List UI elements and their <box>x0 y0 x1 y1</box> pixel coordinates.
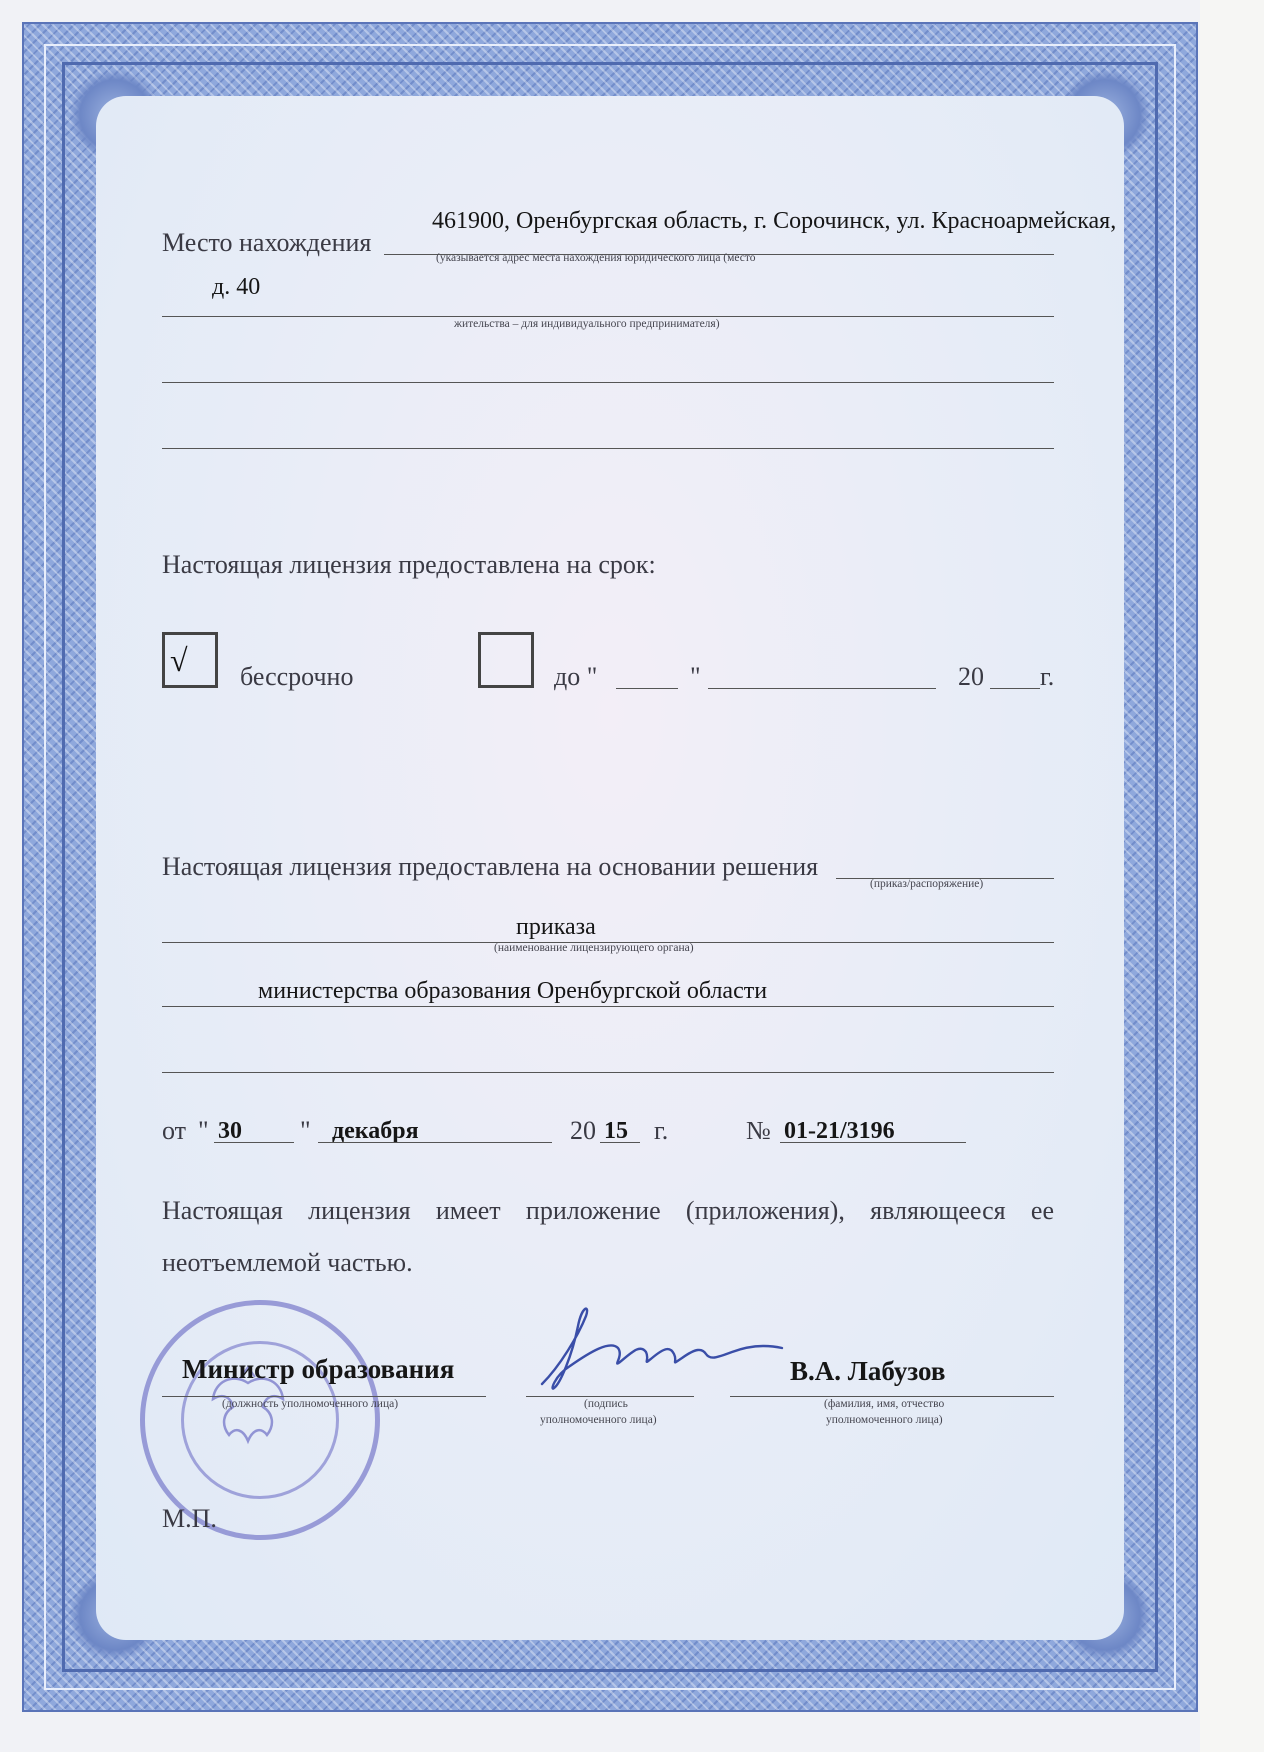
until-month-blank <box>708 688 936 689</box>
signer-name: В.А. Лабузов <box>790 1356 946 1386</box>
address-underline-2 <box>162 316 1054 317</box>
basis-label: Настоящая лицензия предоставлена на основании решения <box>162 852 819 881</box>
signature-underline <box>526 1396 694 1397</box>
appendix-text-line-1: Настоящая лицензия имеет приложение (приложения), являющееся ее <box>162 1196 1054 1225</box>
address-hint-1: (указывается адрес места нахождения юридического лица (место <box>436 252 756 264</box>
date-month-underline <box>318 1142 552 1143</box>
signature-hint-1: (подпись <box>584 1398 628 1410</box>
signature-hint-2: уполномоченного лица) <box>540 1414 657 1426</box>
check-mark-icon: √ <box>170 642 188 678</box>
until-day-blank <box>616 688 678 689</box>
date-day: 30 <box>218 1118 242 1144</box>
until-year-suffix: г. <box>1040 662 1055 691</box>
address-line-1: 461900, Оренбургская область, г. Сорочинск, ул. Красноармейская, <box>432 208 1117 234</box>
license-number-underline <box>780 1142 966 1143</box>
basis-organ-value: министерства образования Оренбургской области <box>258 978 768 1004</box>
until-year-prefix: 20 <box>958 662 984 691</box>
date-year-suffix: г. <box>654 1116 669 1145</box>
address-underline-4 <box>162 448 1054 449</box>
until-quote-close: " <box>690 662 701 691</box>
term-label: Настоящая лицензия предоставлена на срок: <box>162 550 656 579</box>
until-year-blank <box>990 688 1040 689</box>
date-year-prefix: 20 <box>570 1116 596 1145</box>
basis-type-value: приказа <box>516 914 596 940</box>
signer-position: Министр образования <box>182 1354 455 1384</box>
date-from-label: от <box>162 1116 187 1145</box>
signer-name-underline <box>730 1396 1054 1397</box>
date-month: декабря <box>332 1118 419 1144</box>
basis-extra-underline <box>162 1072 1054 1073</box>
address-line-2: д. 40 <box>212 274 261 300</box>
address-hint-2: жительства – для индивидуального предпринимателя) <box>454 318 720 330</box>
signer-name-hint-1: (фамилия, имя, отчество <box>824 1398 945 1410</box>
date-quote-open: " <box>198 1116 209 1145</box>
basis-organ-hint: (наименование лицензирующего органа) <box>494 942 694 954</box>
signer-position-hint: (должность уполномоченного лица) <box>222 1398 399 1410</box>
basis-type-hint: (приказ/распоряжение) <box>870 878 984 890</box>
until-option-label: до " <box>554 662 598 691</box>
signer-name-hint-2: уполномоченного лица) <box>826 1414 943 1426</box>
license-number: 01-21/3196 <box>784 1118 895 1144</box>
date-year-underline <box>600 1142 640 1143</box>
address-label: Место нахождения <box>162 228 372 257</box>
appendix-text-line-2: неотъемлемой частью. <box>162 1248 413 1277</box>
stamp-place-label: М.П. <box>162 1504 217 1533</box>
date-quote-close: " <box>300 1116 311 1145</box>
date-day-underline <box>214 1142 294 1143</box>
date-year: 15 <box>604 1118 628 1144</box>
basis-organ-underline <box>162 1006 1054 1007</box>
until-checkbox <box>478 632 534 688</box>
number-label: № <box>746 1116 771 1145</box>
indefinite-option-label: бессрочно <box>240 662 354 691</box>
address-underline-3 <box>162 382 1054 383</box>
handwritten-signature <box>520 1296 790 1406</box>
signer-position-underline <box>162 1396 486 1397</box>
